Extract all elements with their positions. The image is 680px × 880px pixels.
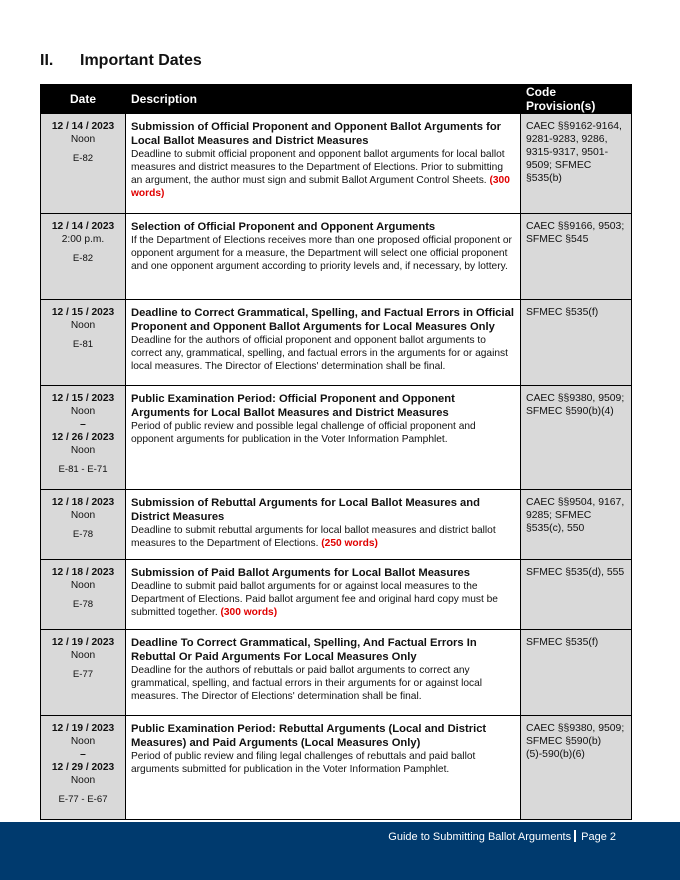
code-provisions: SFMEC §535(d), 555	[526, 567, 625, 578]
election-day-offset: E-82	[72, 253, 94, 264]
code-cell	[521, 630, 632, 716]
entry-title: Deadline to Correct Grammatical, Spelling, and Factual Errors in Official Proponent and Opponent Ballot Arguments for Local Measures Only	[131, 307, 514, 333]
entry-body: Deadline for the authors of rebuttals or paid ballot arguments to correct any grammatical, spelling, and factual errors in their arguments for or against local measures. The Director of Elections' determination shall be final.	[131, 665, 483, 702]
description-cell	[126, 300, 521, 386]
entry-body: Deadline for the authors of official proponent and opponent ballot arguments to correct any, grammatical, spelling, and factual errors in the arguments for or against local measures. The Director of Elections' determination shall be final.	[131, 335, 508, 372]
table-header-row	[41, 85, 632, 114]
code-provisions: SFMEC §535(f)	[526, 307, 599, 318]
date-cell	[41, 114, 126, 214]
date-cell	[41, 560, 126, 630]
description-cell	[126, 114, 521, 214]
entry-title: Submission of Rebuttal Arguments for Local Ballot Measures and District Measures	[131, 497, 480, 523]
description-cell	[126, 490, 521, 560]
date-cell	[41, 214, 126, 300]
election-day-offset: E-78	[72, 529, 94, 540]
start-date: 12 / 19 / 2023	[51, 637, 115, 648]
footer-guide-title: Guide to Submitting Ballot Arguments	[388, 831, 572, 843]
start-time: Noon	[70, 510, 96, 521]
code-provisions: CAEC §§9380, 9509; SFMEC §590(b)(4)	[526, 393, 625, 417]
code-provisions: SFMEC §535(f)	[526, 637, 599, 648]
election-day-offset: E-78	[72, 599, 94, 610]
start-date: 12 / 19 / 2023	[51, 723, 115, 734]
start-date: 12 / 18 / 2023	[51, 567, 115, 578]
start-time: Noon	[70, 650, 96, 661]
range-dash: –	[80, 419, 86, 430]
entry-body: If the Department of Elections receives more than one proposed official proponent or opponent argument for a measure, the Department will select one official proponent and one opponent argument according to priority levels and, if necessary, by lottery.	[131, 235, 512, 272]
code-provisions: CAEC §§9166, 9503; SFMEC §545	[526, 221, 625, 245]
code-cell	[521, 716, 632, 820]
table-row	[41, 716, 632, 820]
entry-title: Submission of Official Proponent and Opponent Ballot Arguments for Local Ballot Measures and District Measures	[131, 121, 502, 147]
description-cell	[126, 386, 521, 490]
description-cell	[126, 716, 521, 820]
section-title: Important Dates	[80, 52, 202, 69]
code-cell	[521, 214, 632, 300]
entry-body: Deadline to submit rebuttal arguments for local ballot measures and district ballot measures to the Department of Elections.	[131, 525, 496, 549]
start-date: 12 / 18 / 2023	[51, 497, 115, 508]
start-time: Noon	[70, 320, 96, 331]
description-cell	[126, 560, 521, 630]
end-time: Noon	[70, 775, 96, 786]
header-code: Code Provision(s)	[521, 85, 632, 114]
entry-body: Period of public review and possible legal challenge of official proponent and opponent arguments for publication in the Voter Information Pamphlet.	[131, 421, 476, 445]
start-date: 12 / 14 / 2023	[51, 221, 115, 232]
page-footer	[0, 822, 680, 880]
table-row	[41, 214, 632, 300]
start-date: 12 / 14 / 2023	[51, 121, 115, 132]
date-cell	[41, 716, 126, 820]
start-time: Noon	[70, 580, 96, 591]
footer-text	[388, 830, 616, 843]
date-cell	[41, 300, 126, 386]
entry-title: Deadline To Correct Grammatical, Spelling, And Factual Errors In Rebuttal Or Paid Arguments For Local Measures Only	[131, 637, 477, 663]
code-provisions: CAEC §§9162-9164, 9281-9283, 9286, 9315-9317, 9501-9509; SFMEC §535(b)	[526, 121, 622, 184]
table-row	[41, 114, 632, 214]
start-time: Noon	[70, 406, 96, 417]
word-limit-note: (300 words)	[131, 175, 510, 199]
entry-body: Deadline to submit paid ballot arguments for or against local measures to the Department of Elections. Paid ballot argument fee and original hard copy must be submitted together.	[131, 581, 498, 618]
table-row	[41, 630, 632, 716]
important-dates-table	[40, 84, 632, 820]
table-row	[41, 386, 632, 490]
election-day-offset: E-77 - E-67	[58, 794, 108, 805]
table-row	[41, 300, 632, 386]
start-time: Noon	[70, 736, 96, 747]
word-limit-note: (250 words)	[321, 538, 378, 549]
section-number: II.	[40, 52, 54, 69]
header-description: Description	[126, 85, 521, 114]
footer-page-number: Page 2	[581, 831, 616, 843]
code-provisions: CAEC §§9504, 9167, 9285; SFMEC §535(c), 550	[526, 497, 625, 534]
date-cell	[41, 490, 126, 560]
end-date: 12 / 29 / 2023	[51, 762, 115, 773]
election-day-offset: E-81 - E-71	[58, 464, 108, 475]
entry-body: Period of public review and filing legal challenges of rebuttals and paid ballot arguments submitted for publication in the Voter Information Pamphlet.	[131, 751, 476, 775]
entry-title: Submission of Paid Ballot Arguments for Local Ballot Measures	[131, 567, 470, 579]
end-time: Noon	[70, 445, 96, 456]
election-day-offset: E-77	[72, 669, 94, 680]
date-cell	[41, 386, 126, 490]
description-cell	[126, 630, 521, 716]
entry-title: Selection of Official Proponent and Opponent Arguments	[131, 221, 436, 233]
code-cell	[521, 300, 632, 386]
entry-title: Public Examination Period: Rebuttal Arguments (Local and District Measures) and Paid Arguments (Local Measures Only)	[131, 723, 487, 749]
date-cell	[41, 630, 126, 716]
entry-title: Public Examination Period: Official Proponent and Opponent Arguments for Local Ballot Measures and District Measures	[131, 393, 455, 419]
election-day-offset: E-82	[72, 153, 94, 164]
code-provisions: CAEC §§9380, 9509; SFMEC §590(b)(5)-590(b)(6)	[526, 723, 625, 760]
start-date: 12 / 15 / 2023	[51, 307, 115, 318]
section-heading	[40, 52, 202, 70]
footer-separator	[574, 830, 576, 842]
start-time: 2:00 p.m.	[61, 234, 105, 245]
description-cell	[126, 214, 521, 300]
word-limit-note: (300 words)	[220, 607, 278, 618]
code-cell	[521, 114, 632, 214]
header-date: Date	[41, 85, 126, 114]
entry-body: Deadline to submit official proponent and opponent ballot arguments for local ballot measures and district measures to the Department of Elections. Prior to submitting an argument, the author must sign and submit Ballot Argument Control Sheets.	[131, 149, 505, 186]
code-cell	[521, 560, 632, 630]
code-cell	[521, 386, 632, 490]
table-row	[41, 560, 632, 630]
start-date: 12 / 15 / 2023	[51, 393, 115, 404]
start-time: Noon	[70, 134, 96, 145]
code-cell	[521, 490, 632, 560]
table-row	[41, 490, 632, 560]
end-date: 12 / 26 / 2023	[51, 432, 115, 443]
election-day-offset: E-81	[72, 339, 94, 350]
range-dash: –	[80, 749, 86, 760]
